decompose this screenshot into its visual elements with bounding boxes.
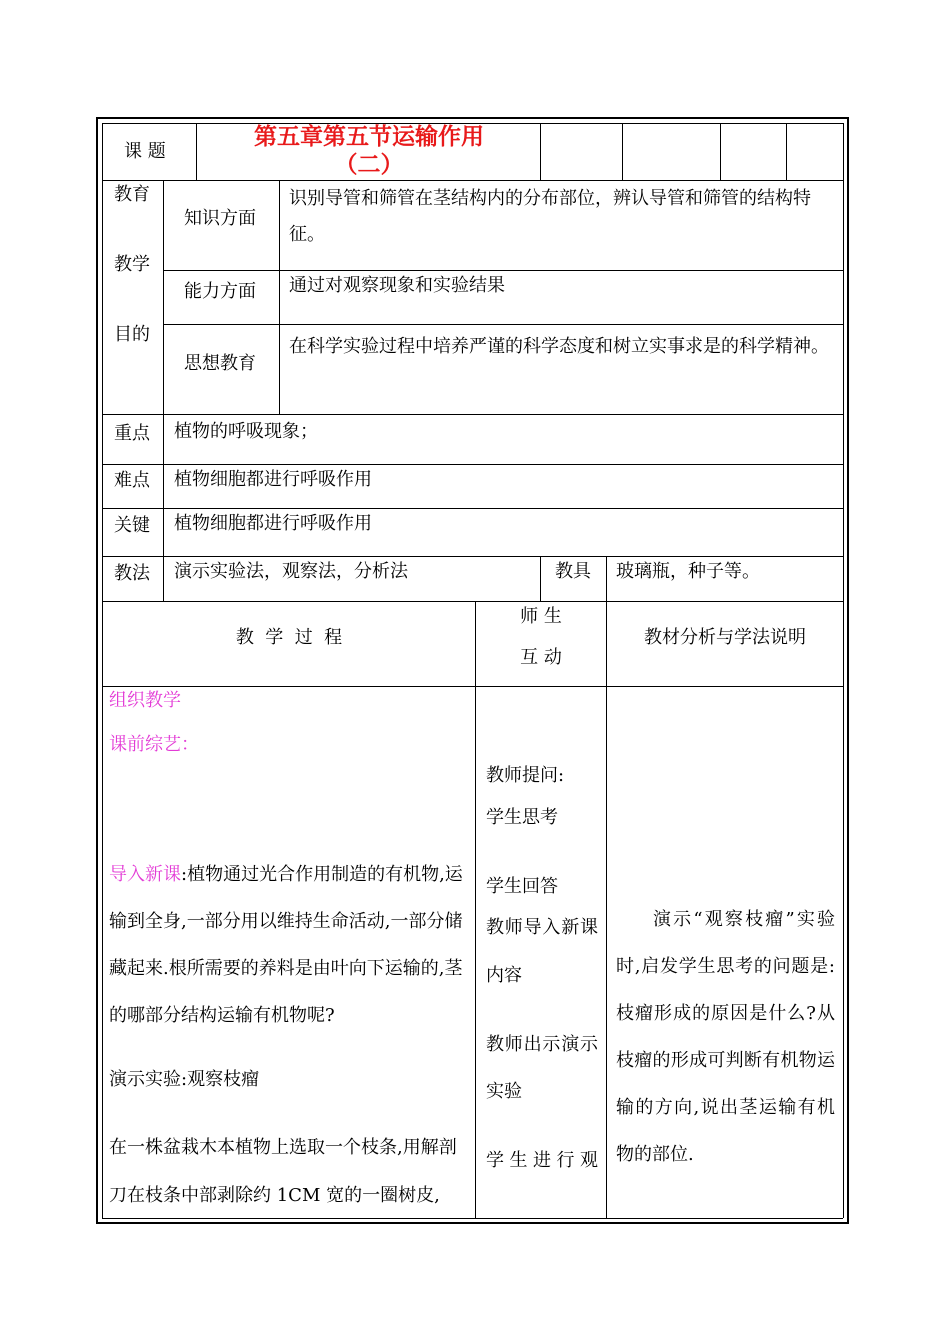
col-rule [163,180,164,414]
col-rule [786,123,787,180]
ability-label: 能力方面 [184,281,256,302]
ideology-text: 在科学实验过程中培养严谨的科学态度和树立实事求是的科学精神。 [289,336,829,357]
col-rule [279,180,280,414]
interaction-item: 学生思考 [486,807,558,828]
intro-paragraph [109,851,469,1039]
col-rule [196,123,197,180]
col-rule [606,601,607,1218]
warmup-heading: 课前综艺： [109,734,199,755]
inner-right-rule [843,123,844,1218]
row-rule [102,414,843,415]
organize-heading: 组织教学 [109,690,181,711]
col-rule [540,556,541,601]
row-rule [102,556,843,557]
intro-label: 导入新课 [109,864,181,885]
page-title: 第五章第五节运输作用 [254,123,484,150]
objectives-label-1: 教育 [114,184,150,205]
method-text: 演示实验法，观察法，分析法 [174,561,408,582]
analysis-text: 演示“观察枝瘤”实验时,启发学生思考的问题是:枝瘤形成的原因是什么?从枝瘤的形成可判断有机物运输的方向,说出茎运输有机物的部位. [616,909,835,1165]
method-label: 教法 [114,563,150,584]
row-rule [102,686,843,687]
col-rule [720,123,721,180]
col-rule [163,414,164,601]
tools-text: 玻璃瓶，种子等。 [616,561,760,582]
col-rule [475,601,476,1218]
interaction-item: 教师导入新课内容 [486,917,598,986]
row-rule [102,508,843,509]
difficulty-label: 难点 [114,470,150,491]
col-rule [622,123,623,180]
tools-label: 教具 [555,561,591,582]
key-label: 关键 [114,515,150,536]
objectives-label-2: 教学 [114,254,150,275]
row-rule [102,601,843,602]
key-point-text: 植物的呼吸现象； [174,421,318,442]
interaction-item: 教师出示演示实验 [486,1034,598,1102]
ideology-label: 思想教育 [184,353,256,374]
interaction-item: 教师提问: [486,765,565,786]
demo-title: 演示实验:观察枝瘤 [109,1069,260,1090]
demo-text: 在一株盆栽木本植物上选取一个枝条,用解剖刀在枝条中部剥除约 1CM 宽的一圈树皮, [109,1137,457,1206]
row-rule [163,270,843,271]
interaction-item: 学生回答 [486,876,558,897]
key-point-label: 重点 [114,423,150,444]
difficulty-text: 植物细胞都进行呼吸作用 [174,469,372,490]
topic-label: 课 题 [124,141,166,162]
inner-left-rule [102,123,103,1218]
knowledge-text: 识别导管和筛管在茎结构内的分布部位，辨认导管和筛管的结构特征。 [289,188,811,245]
page-title-sub: （二） [334,151,404,178]
row-rule [102,464,843,465]
interaction-header-1: 师 生 [520,606,562,627]
col-rule [540,123,541,180]
intro-text: :植物通过光合作用制造的有机物,运输到全身,一部分用以维持生命活动,一部分储藏起来.根所需要的养料是由叶向下运输的,茎的哪部分结构运输有机物呢? [109,864,463,1026]
ability-text: 通过对观察现象和实验结果 [289,275,505,296]
interaction-item: 学生进行观 [486,1150,598,1171]
knowledge-label: 知识方面 [184,208,256,229]
interaction-header-2: 互 动 [520,647,562,668]
objectives-label-3: 目的 [114,324,150,345]
analysis-header: 教材分析与学法说明 [644,627,806,648]
col-rule [606,556,607,601]
process-header: 教 学 过 程 [235,627,343,648]
key-text: 植物细胞都进行呼吸作用 [174,513,372,534]
